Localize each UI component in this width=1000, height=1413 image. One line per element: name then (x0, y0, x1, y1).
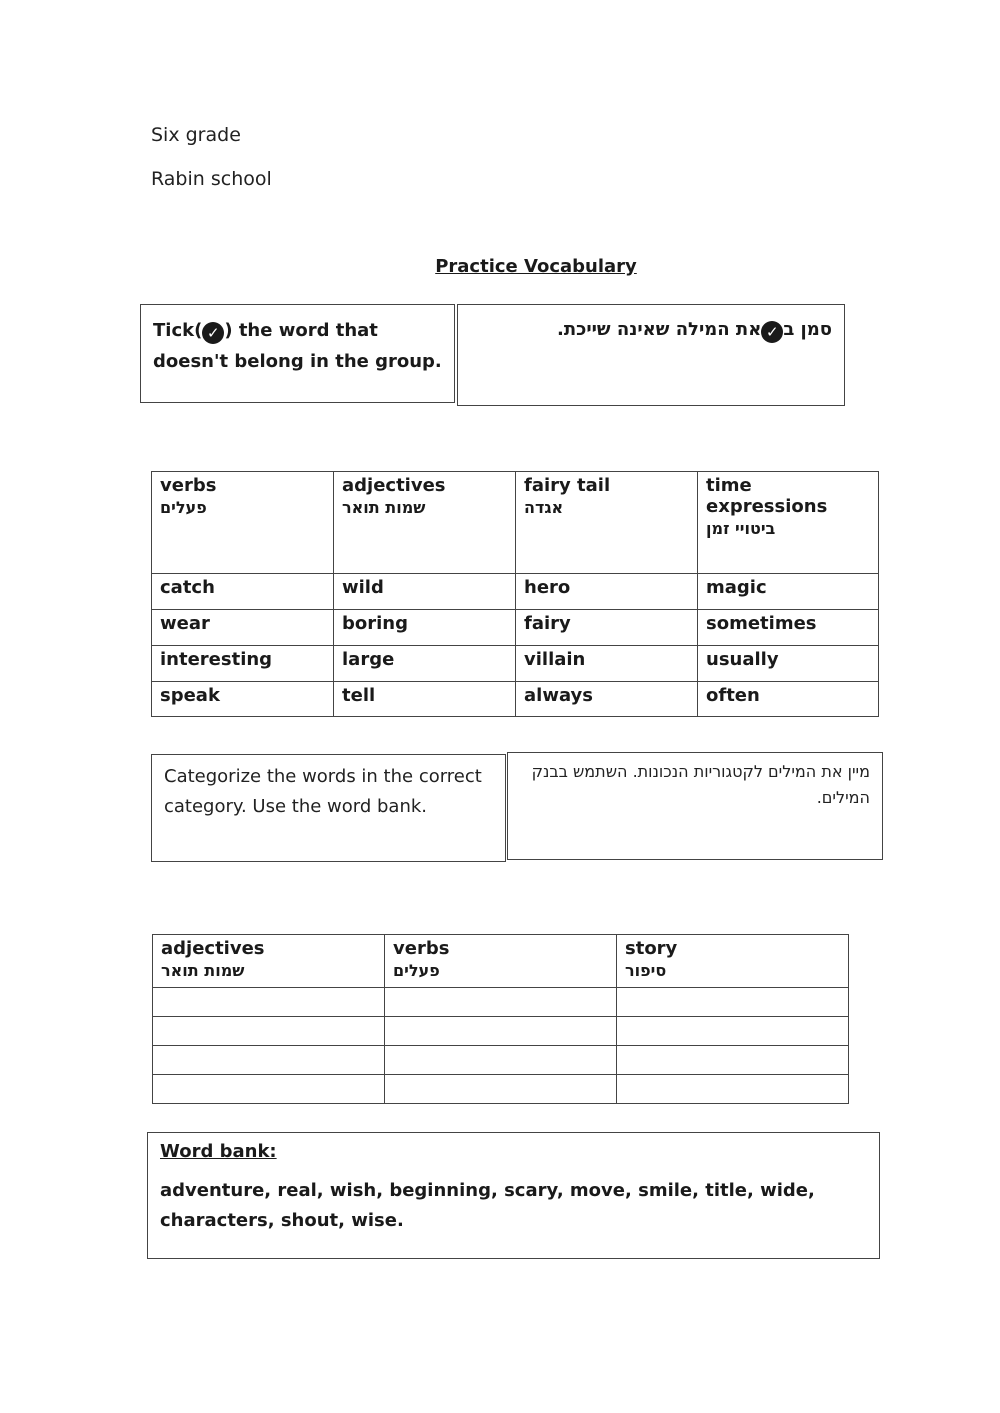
answer-cell[interactable] (385, 1046, 617, 1075)
word-cell[interactable]: wild (334, 574, 516, 610)
answer-cell[interactable] (617, 1017, 849, 1046)
table2-header-cell: adjectives שמות תואר (153, 935, 385, 988)
word-cell[interactable]: usually (698, 646, 879, 682)
word-cell[interactable]: large (334, 646, 516, 682)
word-cell[interactable]: sometimes (698, 610, 879, 646)
word-cell[interactable]: interesting (152, 646, 334, 682)
answer-cell[interactable] (617, 1046, 849, 1075)
word-cell[interactable]: magic (698, 574, 879, 610)
instruction-english-text: Tick( ✓ ) the word that doesn't belong in the group. (153, 320, 442, 372)
word-cell[interactable]: hero (516, 574, 698, 610)
word-bank-title: Word bank: (160, 1141, 277, 1162)
word-cell[interactable]: catch (152, 574, 334, 610)
table2-header-cell: story סיפור (617, 935, 849, 988)
answer-cell[interactable] (153, 1046, 385, 1075)
categorize-table (152, 934, 849, 1104)
categorize-english-box (151, 754, 506, 862)
word-cell[interactable]: villain (516, 646, 698, 682)
answer-cell[interactable] (153, 1017, 385, 1046)
word-cell[interactable]: tell (334, 682, 516, 717)
categorize-english-text: Categorize the words in the correct category. Use the word bank. (164, 766, 482, 817)
answer-cell[interactable] (617, 988, 849, 1017)
page-title: Practice Vocabulary (435, 256, 637, 277)
check-circle-icon: ✓ (761, 321, 783, 343)
word-cell[interactable]: often (698, 682, 879, 717)
word-cell[interactable]: boring (334, 610, 516, 646)
table1-header-cell: fairy tail אגדה (516, 472, 698, 574)
check-circle-icon: ✓ (202, 322, 224, 344)
word-cell[interactable]: fairy (516, 610, 698, 646)
odd-one-out-table (151, 471, 879, 717)
table1-header-cell: verbs פעלים (152, 472, 334, 574)
table1-header-cell: adjectives שמות תואר (334, 472, 516, 574)
answer-cell[interactable] (617, 1075, 849, 1104)
categorize-hebrew-box (507, 752, 883, 860)
table2-header-cell: verbs פעלים (385, 935, 617, 988)
categorize-hebrew-text: מיין את המילים לקטגוריות הנכונות. השתמש בבנק המילים. (531, 762, 870, 807)
word-cell[interactable]: speak (152, 682, 334, 717)
table1-header-cell: time expressions ביטויי זמן (698, 472, 879, 574)
word-bank-words: adventure, real, wish, beginning, scary, move, smile, title, wide, characters, shout, wise. (160, 1180, 815, 1231)
grade-label: Six grade (151, 124, 241, 146)
instruction-english-box (140, 304, 455, 403)
instruction-hebrew-text: סמן ב✓את המילה שאינה שייכת. (557, 319, 832, 341)
word-cell[interactable]: wear (152, 610, 334, 646)
answer-cell[interactable] (385, 988, 617, 1017)
answer-cell[interactable] (385, 1017, 617, 1046)
school-label: Rabin school (151, 168, 272, 190)
word-bank-box (147, 1132, 880, 1259)
word-cell[interactable]: always (516, 682, 698, 717)
answer-cell[interactable] (385, 1075, 617, 1104)
answer-cell[interactable] (153, 1075, 385, 1104)
answer-cell[interactable] (153, 988, 385, 1017)
instruction-hebrew-box (457, 304, 845, 406)
